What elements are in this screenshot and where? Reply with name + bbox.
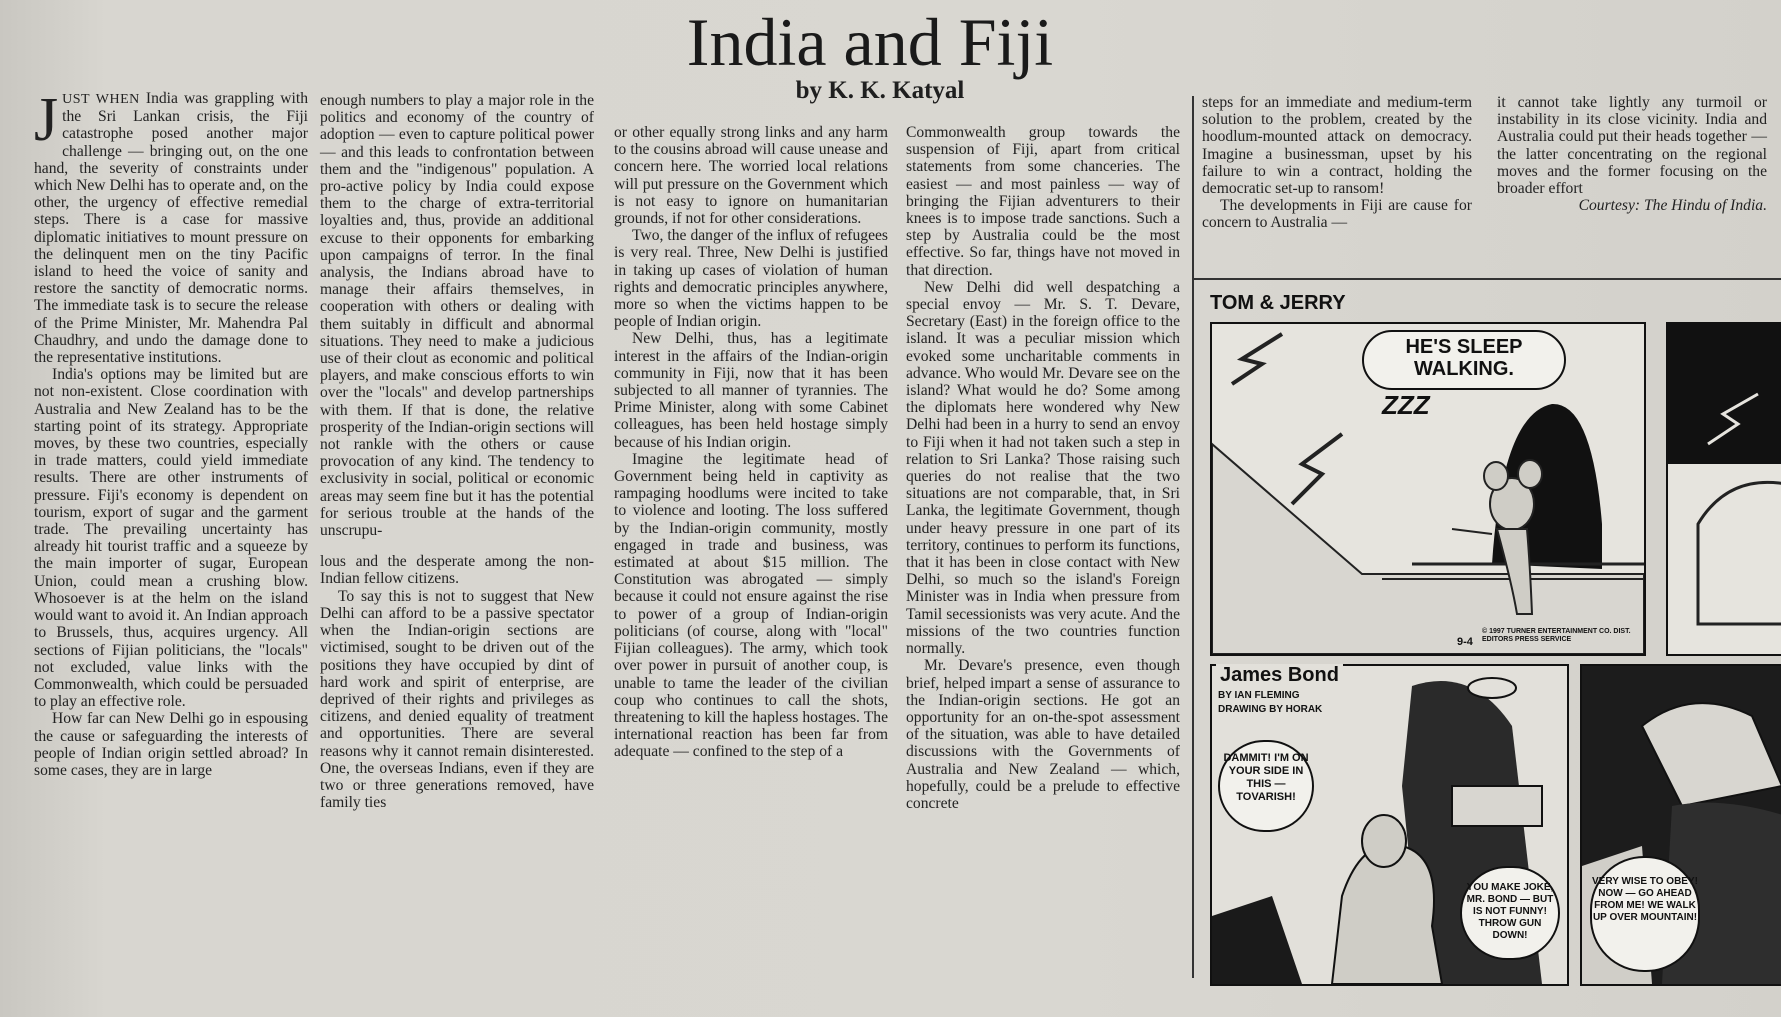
article-paragraph xyxy=(34,86,308,367)
article-paragraph: The developments in Fiji are cause for concern to Australia — xyxy=(1202,197,1472,232)
article-paragraph: Commonwealth group towards the suspension of Fiji, apart from critical statements from some chanceries. The easiest — and most painless — way of bringing the Fijian adventurers to their knees is to impose trade sanctions. Such a step by Australia could be the most effective. So far, things have not moved in that direction. xyxy=(906,124,1180,279)
article-paragraph: How far can New Delhi go in espousing the cause or safeguarding the interests of people of Indian origin settled abroad? In some cases, they are in large xyxy=(34,710,308,779)
article-paragraph: lous and the desperate among the non-Indian fellow citizens. xyxy=(320,553,594,588)
article-column-4 xyxy=(906,124,1180,812)
column-divider xyxy=(1192,96,1194,978)
article-paragraph: India's options may be limited but are not non-existent. Close coordination with Australia and New Zealand has to be the starting point of its strategy. Appropriate moves, by these two countries, especially in trade matters, could yield immediate results. There are other instruments of pressure. Fiji's economy is dependent on tourism, export of sugar and the garment trade. The prevailing uncertainty has already hit tourist traffic and a squeeze by the main importer of sugar, European Union, could mean a crushing blow. Whosoever is at the helm on the island would want to avoid it. An Indian approach to Brussels, thus, acquires urgency. All sections of Fijian politicians, the "locals" not excluded, value links with the Commonwealth, which could be persuaded to play an effective role. xyxy=(34,366,308,711)
article-paragraph: steps for an immediate and medium-term solution to the problem, created by the hoodlum-mounted attack on democracy. Imagine a businessman, upset by his failure to win a contract, holding the democratic set-up to ransom! xyxy=(1202,94,1472,198)
tom-jerry-panel-2 xyxy=(1666,322,1781,656)
tom-jerry-title: TOM & JERRY xyxy=(1210,292,1346,314)
james-bond-bubble-2: YOU MAKE JOKE, MR. BOND — BUT IS NOT FUNNY! THROW GUN DOWN! xyxy=(1460,866,1560,960)
tom-jerry-copyright: © 1997 TURNER ENTERTAINMENT CO. DIST. EDITORS PRESS SERVICE xyxy=(1482,628,1631,643)
james-bond-bubble-3: VERY WISE TO OBEY! NOW — GO AHEAD FROM ME! WE WALK UP OVER MOUNTAIN! xyxy=(1590,856,1700,972)
article-headline: India and Fiji xyxy=(686,4,1054,80)
article-paragraph: To say this is not to suggest that New Delhi can afford to be a passive spectator when the Indian-origin sections are victimised, sought to be driven out of the positions they have occupied by dint of hard work and spirit of enterprise, are deprived of their rights and privileges as citizens, and denied equality of treatment and opportunities. There are several reasons why it cannot remain disinterested. One, the overseas Indians, even if they are two or three generations removed, have family ties xyxy=(320,587,594,812)
article-byline: by K. K. Katyal xyxy=(795,77,965,104)
article-column-5 xyxy=(1202,94,1472,232)
tom-jerry-artwork-2 xyxy=(1668,324,1781,654)
article-paragraph: New Delhi did well despatching a special envoy — Mr. S. T. Devare, Secretary (East) in the foreign office to the island. It was a peculiar mission which evoked some uncharitable comments in advance. Who would Mr. Devare see on the island? What would he do? Some among the diplomats here wondered why New Delhi had been in a hurry to send an envoy to Fiji when it had not taken such a step in relation to Sri Lanka? Those raising such queries do not realise that the two situations are not comparable, that, in Sri Lanka, the legitimate Government, though under heavy pressure in one part of its territory, continues to perform its functions, that it has been in close contact with New Delhi, so much so the island's Foreign Minister was in India when pressure from Tamil secessionists was very acute. And the missions of the two countries function normally. xyxy=(906,278,1180,658)
section-divider xyxy=(1194,278,1781,280)
james-bond-title: James Bond xyxy=(1216,664,1343,687)
tom-jerry-panel-1 xyxy=(1210,322,1646,656)
article-paragraph: Mr. Devare's presence, even though brief, helped impart a sense of assurance to the Indian-origin sections. He got an opportunity for an on-the-spot assessment of the situation, was able to have detailed discussions with the Governments of Australia and New Zealand — which, hopefully, could be a prelude to effective concrete xyxy=(906,657,1180,812)
article-paragraph: enough numbers to play a major role in the politics and economy of the country of adoption — even to capture political power — and this leads to confrontation between them and the "indigenous" population. A pro-active policy by India could expose them to the charge of extra-territorial loyalties and, thus, provide an additional excuse to their opponents for embarking upon campaigns of terror. In the final analysis, the Indians abroad have to manage their affairs themselves, in cooperation with others or dealing with them suitably in difficult and abnormal situations. They need to make a judicious use of their clout as economic and political players, and make conscious efforts to win over the "locals" and develop partnerships with them. If that is done, the relative prosperity of the Indian-origin sections will not rankle with the others or cause provocation of any kind. The tendency to exclusivity in social, political or economic areas may seem fine but it has the potential for serious trouble at the hands of the unscrupu- xyxy=(320,92,594,540)
article-column-6 xyxy=(1497,94,1767,214)
article-paragraph: Two, the danger of the influx of refugees is very real. Three, New Delhi is justified in taking up cases of violation of human rights and democratic principles anywhere, more so when the victims happen to be people of Indian origin. xyxy=(614,227,888,331)
article-paragraph: or other equally strong links and any harm to the cousins abroad will cause unease and concern here. The worried local relations will put pressure on the Government which is not easy to ignore on humanitarian grounds, if not for other considerations. xyxy=(614,124,888,228)
courtesy-line: Courtesy: The Hindu of India. xyxy=(1578,197,1767,215)
article-column-3 xyxy=(614,124,888,761)
article-paragraph: Imagine the legitimate head of Government being held in captivity as rampaging hoodlums were incited to take to violence and looting. The loss suffered by the Indian-origin community, mostly engaged in trade and business, was estimated at about $15 million. The Constitution was abrogated — simply because it could not ensure against the rise to power of a group of Indian-origin politicians (of course, along with "local" Fijian colleagues). The army, which took over power in pursuit of another coup, is unable to tame the leader of the civilian coup who continues to call the shots, threatening to kill the hapless hostages. The international reaction has been far from adequate — confined to the step of a xyxy=(614,450,888,761)
article-column-1 xyxy=(34,86,308,779)
james-bond-panel-2 xyxy=(1580,664,1781,986)
article-paragraph: it cannot take lightly any turmoil or instability in its close vicinity. India and Australia could put their heads together — the latter concentrating on the regional moves and the former focusing on the broader effort xyxy=(1497,94,1767,198)
james-bond-credit-author: BY IAN FLEMING xyxy=(1218,690,1300,701)
tom-jerry-zzz: ZZZ xyxy=(1382,390,1430,420)
james-bond-credit-artist: DRAWING BY HORAK xyxy=(1218,704,1323,715)
lead-caps: UST WHEN xyxy=(62,92,140,107)
article-paragraph: New Delhi, thus, has a legitimate interest in the affairs of the Indian-origin community in Fiji, now that it has been subjected to all manner of tyrannies. The Prime Minister, along with some Cabinet colleagues, has been held hostage simply because of his Indian origin. xyxy=(614,330,888,451)
lead-text: India was grappling with the Sri Lankan crisis, the Fiji catastrophe posed another major challenge — bringing out, on the one hand, the severity of constraints under which New Delhi has to operate and, on the other, the urgency of effective remedial steps. There is a case for massive diplomatic initiatives to mount pressure on the delinquent men on the tiny Pacific island to heed the voice of sanity and restore the sanctity of democratic norms. The immediate task is to secure the release of the Prime Minister, Mr. Mahendra Pal Chaudhry, and undo the damage done to the representative institutions. xyxy=(34,90,308,367)
article-column-2 xyxy=(320,92,594,811)
tom-jerry-speech-bubble: HE'S SLEEP WALKING. xyxy=(1362,330,1566,390)
drop-cap: J xyxy=(34,86,59,154)
tom-jerry-date: 9-4 xyxy=(1457,636,1473,648)
james-bond-bubble-1: DAMMIT! I'M ON YOUR SIDE IN THIS — TOVARISH! xyxy=(1218,740,1314,832)
